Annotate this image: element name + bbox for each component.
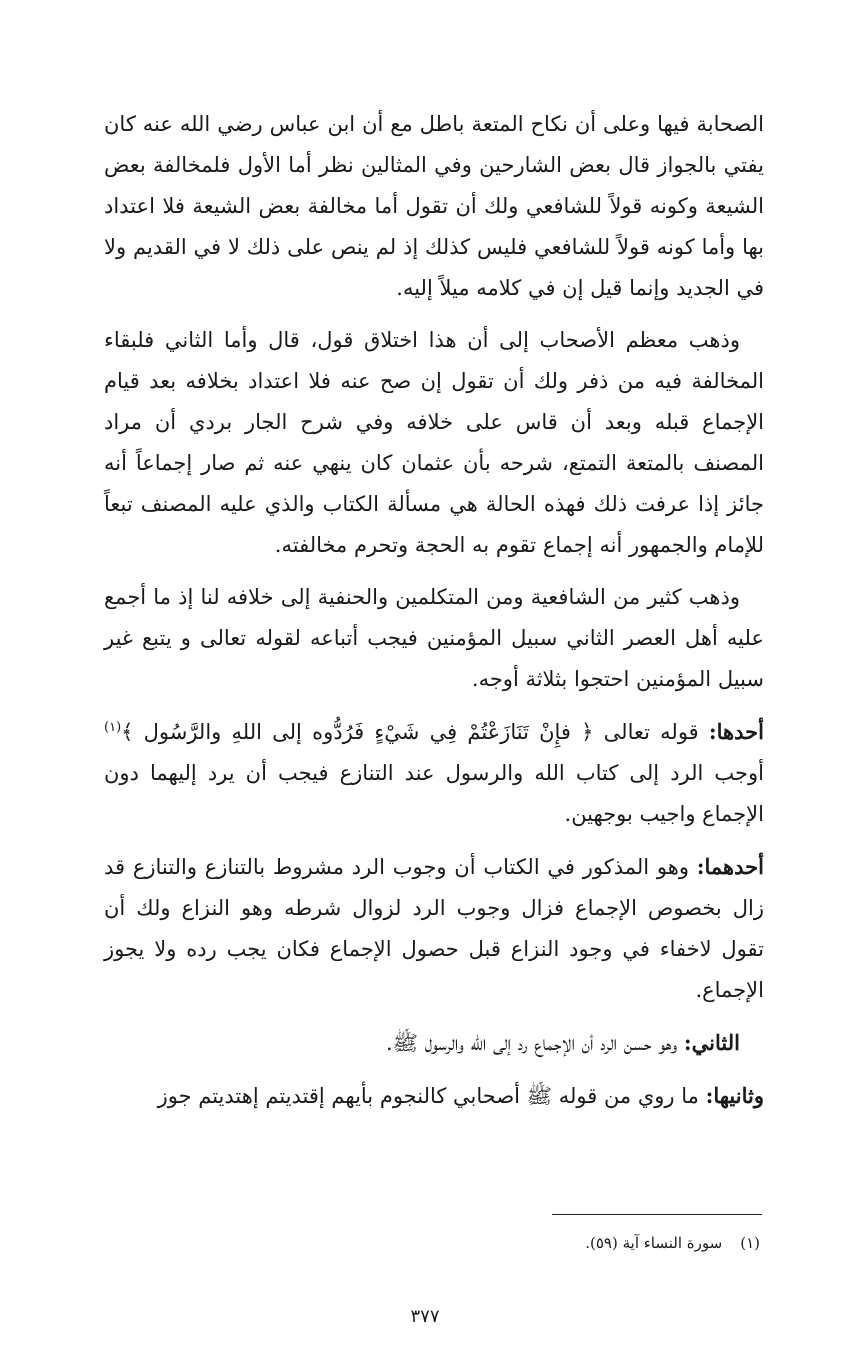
body-text [104,104,764,1128]
footnote [360,1232,760,1254]
paragraph: وذهب معظم الأصحاب إلى أن هذا اختلاق قول، قال وأما الثاني فلبقاء المخالفة فيه من ذفر ولك أن تقول إن صح عنه فلا اعتداد بخلافه بعد قيام الإجماع قبله وبعد أن قاس على خلافه وفي شرح الجار بردي أن مراد المصنف بالمتعة التمتع، شرحه بأن عثمان كان ينهي عنه ثم صار إجماعاً أنه جائز إذا عرفت ذلك فهذه الحالة هي مسألة الكتاب والذي عليه المصنف تبعاً للإمام والجمهور أنه إجماع تقوم به الحجة وتحرم مخالفته. [104,328,764,557]
paragraph-lead: الثاني: [683,1030,740,1055]
paragraph: أحدهما: وهو المذكور في الكتاب أن وجوب الرد مشروط بالتنازع والتنازع قد زال بخصوص الإجماع فزال وجوب الرد لزوال شرطه وهو النزاع ولك أن تقول لاخفاء في وجود النزاع قبل حصول الإجماع فكان يجب رده ولا يجوز الإجماع. [104,854,764,1002]
paragraph: وذهب كثير من الشافعية ومن المتكلمين والحنفية إلى خلافه لنا إذ ما أجمع عليه أهل العصر الثاني سبيل المؤمنين فيجب أتباعه لقوله تعالى و يتبع غير سبيل المؤمنين احتجوا بثلاثة أوجه. [104,585,764,691]
page-number: ٣٧٧ [410,1306,440,1327]
paragraph: الثاني: وهو حسن الرد أن الإجماع رد إلى الله والرسول ﷺ. [385,1030,740,1055]
paragraph-lead: أحدها: [708,719,764,744]
footnote-text: سورة النساء آية (٥٩). [585,1234,723,1252]
footnote-divider [552,1214,762,1215]
paragraph-lead: وثانيها: [705,1083,764,1108]
paragraph: وثانيها: ما روي من قوله ﷺ أصحابي كالنجوم بأيهم إقتديتم إهتديتم جوز [157,1083,764,1108]
paragraph: أحدها: قوله تعالى ﴿ فإِنْ تَنَازَعْتُمْ فِي شَيْءٍ فَرُدُّوه إلى اللهِ والرَّسُول ﴾$^{(١)}$ أوجب الرد إلى كتاب الله والرسول عند التنازع فيجب أن يرد إليهما دون الإجماع واجيب بوجهين. [104,719,764,826]
paragraph-lead: أحدهما: [696,854,764,879]
paragraph: الصحابة فيها وعلى أن نكاح المتعة باطل مع أن ابن عباس رضي الله عنه كان يفتي بالجواز قال بعض الشارحين وفي المثالين نظر أما الأول فلمخالفة بعض الشيعة وكونه قولاً للشافعي ولك أن تقول أما مخالفة بعض الشيعة فلا اعتداد بها وأما كونه قولاً للشافعي فليس كذلك إذ لم ينص على ذلك لا في القديم ولا في الجديد وإنما قيل إن في كلامه ميلاً إليه. [104,112,764,300]
footnote-number: (١) [740,1234,760,1252]
footnote-reference: (١) [104,720,122,735]
